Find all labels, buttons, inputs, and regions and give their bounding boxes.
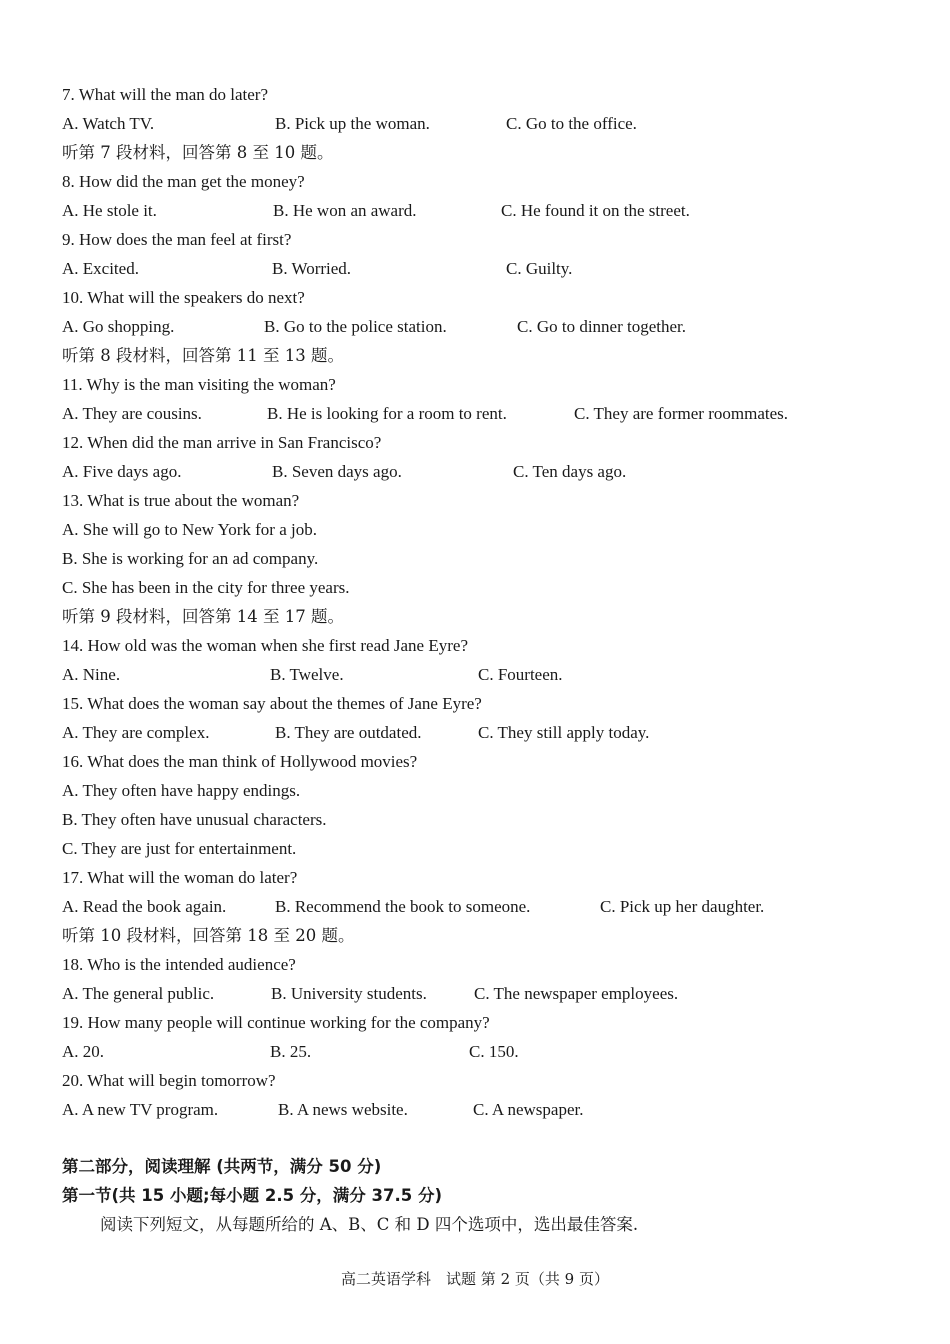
option-b: B. 25. — [270, 1042, 312, 1061]
option-row — [62, 1037, 892, 1066]
option-c: C. Guilty. — [506, 259, 573, 278]
option-a: A. Go shopping. — [62, 317, 175, 336]
option-row — [62, 399, 892, 428]
option-row — [62, 660, 892, 689]
option-c: C. Fourteen. — [478, 665, 563, 684]
option-a: A. The general public. — [62, 984, 215, 1003]
option-b: B. Worried. — [272, 259, 352, 278]
option-a: A. They often have happy endings. — [62, 781, 301, 800]
option-c: C. She has been in the city for three years. — [62, 578, 350, 597]
option-b: B. He is looking for a room to rent. — [267, 404, 507, 423]
question-stem: 16. What does the man think of Hollywood movies? — [62, 752, 418, 771]
option-a: A. She will go to New York for a job. — [62, 520, 317, 539]
question-stem: 7. What will the man do later? — [62, 85, 268, 104]
question-stem: 17. What will the woman do later? — [62, 868, 298, 887]
question-stem: 20. What will begin tomorrow? — [62, 1071, 276, 1090]
option-row — [62, 892, 892, 921]
question-stem: 10. What will the speakers do next? — [62, 288, 305, 307]
option-a: A. They are complex. — [62, 723, 210, 742]
listening-instruction: 听第 10 段材料，回答第 18 至 20 题。 — [62, 926, 355, 945]
question-stem: 8. How did the man get the money? — [62, 172, 305, 191]
option-row — [62, 109, 892, 138]
listening-instruction: 听第 7 段材料，回答第 8 至 10 题。 — [62, 143, 334, 162]
option-row — [62, 1095, 892, 1124]
option-a: A. He stole it. — [62, 201, 157, 220]
exam-page — [62, 80, 892, 1239]
section-title: 第一节(共 15 小题;每小题 2.5 分，满分 37.5 分) — [62, 1186, 443, 1205]
option-c: C. Go to the office. — [506, 114, 637, 133]
option-b: B. They are outdated. — [275, 723, 422, 742]
option-b: B. University students. — [271, 984, 427, 1003]
option-c: C. Go to dinner together. — [517, 317, 687, 336]
option-a: A. Five days ago. — [62, 462, 182, 481]
part-title: 第二部分，阅读理解 (共两节，满分 50 分) — [62, 1157, 382, 1176]
option-c: C. The newspaper employees. — [474, 984, 679, 1003]
option-b: B. She is working for an ad company. — [62, 549, 319, 568]
option-b: B. He won an award. — [273, 201, 417, 220]
listening-instruction: 听第 8 段材料，回答第 11 至 13 题。 — [62, 346, 344, 365]
option-row — [62, 312, 892, 341]
option-c: C. Ten days ago. — [513, 462, 627, 481]
option-a: A. Watch TV. — [62, 114, 155, 133]
question-stem: 19. How many people will continue working for the company? — [62, 1013, 490, 1032]
section-spacer — [62, 1124, 892, 1152]
option-row — [62, 196, 892, 225]
listening-instruction: 听第 9 段材料，回答第 14 至 17 题。 — [62, 607, 344, 626]
option-b: B. A news website. — [278, 1100, 408, 1119]
option-a: A. Read the book again. — [62, 897, 227, 916]
reading-instruction: 阅读下列短文，从每题所给的 A、B、C 和 D 四个选项中，选出最佳答案. — [100, 1215, 639, 1234]
option-a: A. Nine. — [62, 665, 121, 684]
option-a: A. Excited. — [62, 259, 139, 278]
option-c: C. They are just for entertainment. — [62, 839, 297, 858]
option-c: C. He found it on the street. — [501, 201, 690, 220]
option-row — [62, 718, 892, 747]
option-row — [62, 254, 892, 283]
question-stem: 14. How old was the woman when she first read Jane Eyre? — [62, 636, 468, 655]
question-stem: 15. What does the woman say about the themes of Jane Eyre? — [62, 694, 482, 713]
option-c: C. 150. — [469, 1042, 519, 1061]
option-a: A. 20. — [62, 1042, 105, 1061]
question-stem: 11. Why is the man visiting the woman? — [62, 375, 336, 394]
page-footer: 高二英语学科 试题 第 2 页（共 9 页） — [341, 1270, 609, 1288]
option-c: C. A newspaper. — [473, 1100, 584, 1119]
question-stem: 13. What is true about the woman? — [62, 491, 300, 510]
question-stem: 12. When did the man arrive in San Francisco? — [62, 433, 382, 452]
question-stem: 18. Who is the intended audience? — [62, 955, 296, 974]
question-stem: 9. How does the man feel at first? — [62, 230, 292, 249]
option-b: B. Twelve. — [270, 665, 344, 684]
option-c: C. Pick up her daughter. — [600, 897, 765, 916]
option-row — [62, 457, 892, 486]
option-b: B. Seven days ago. — [272, 462, 402, 481]
option-c: C. They are former roommates. — [574, 404, 789, 423]
option-b: B. Recommend the book to someone. — [275, 897, 531, 916]
option-a: A. A new TV program. — [62, 1100, 219, 1119]
option-b: B. Go to the police station. — [264, 317, 447, 336]
option-c: C. They still apply today. — [478, 723, 650, 742]
option-a: A. They are cousins. — [62, 404, 202, 423]
option-b: B. They often have unusual characters. — [62, 810, 327, 829]
option-b: B. Pick up the woman. — [275, 114, 430, 133]
option-row — [62, 979, 892, 1008]
